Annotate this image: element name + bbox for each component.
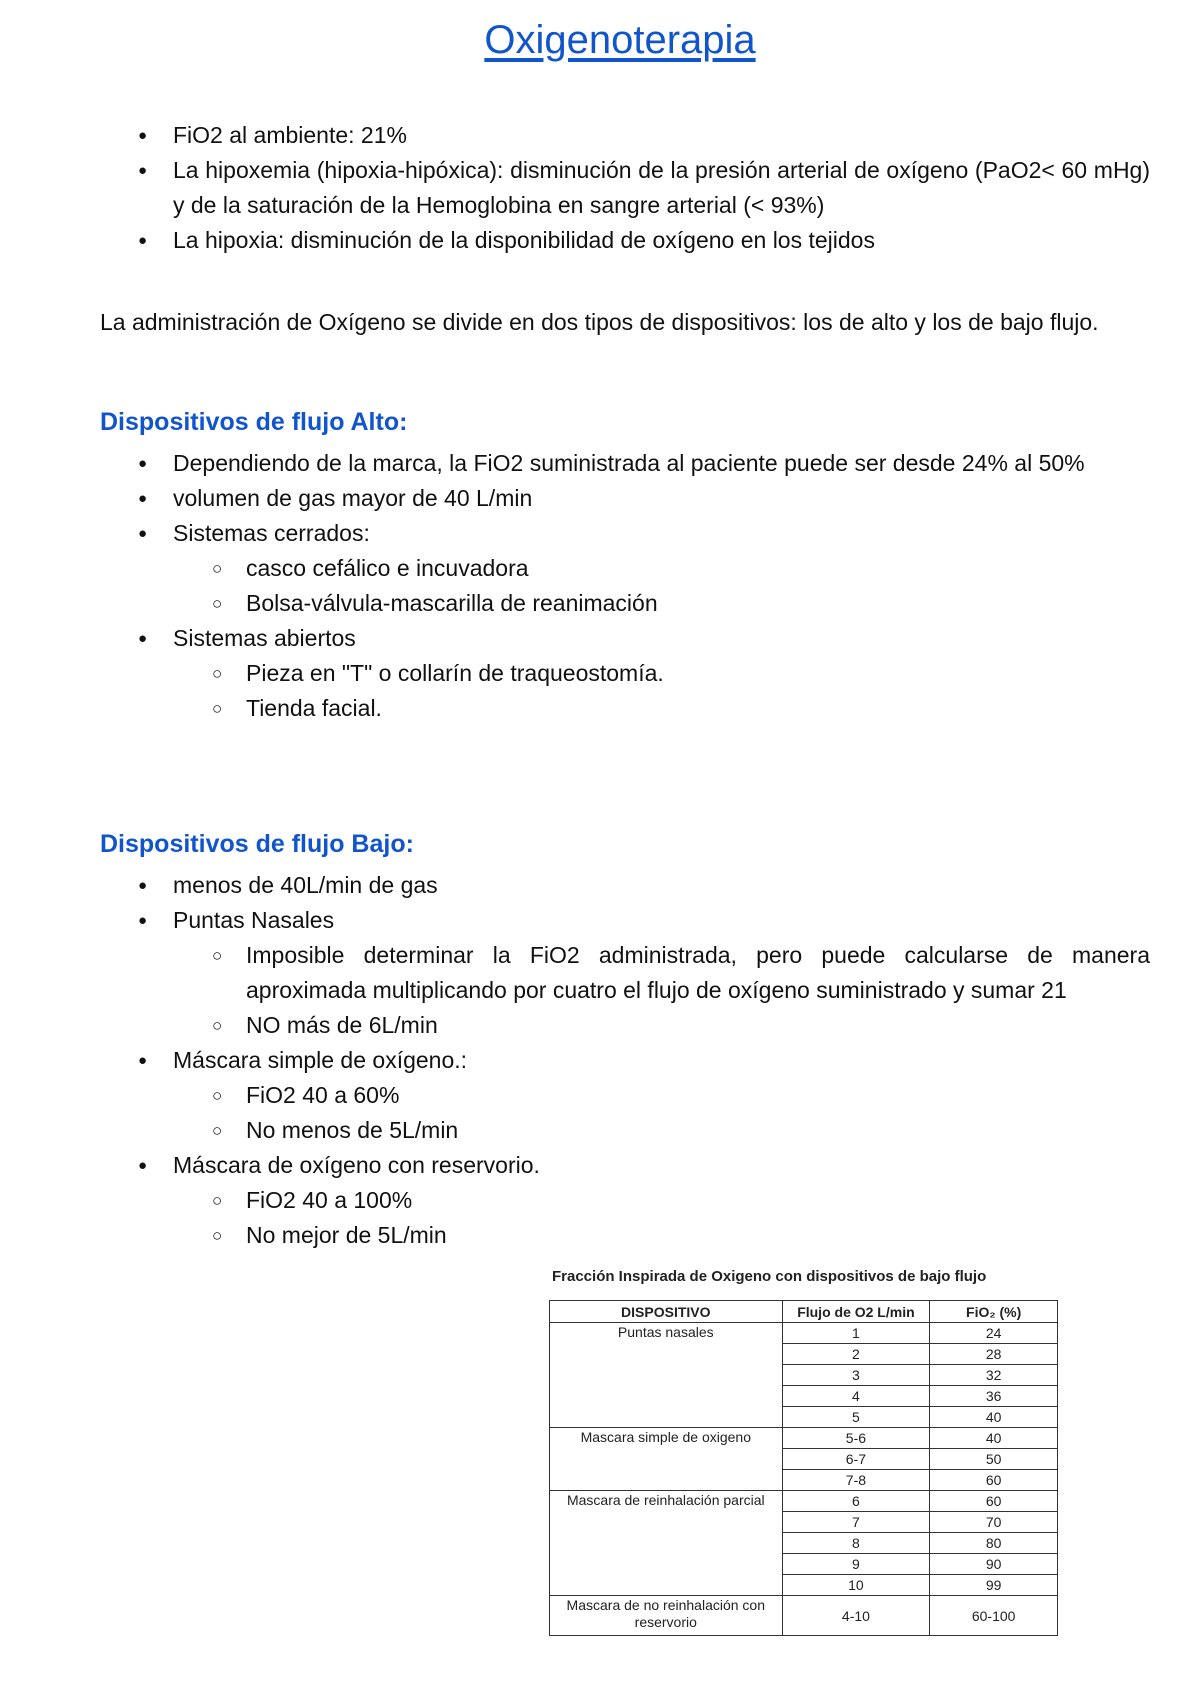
table-caption: Fracción Inspirada de Oxigeno con dispositivos de bajo flujo	[552, 1268, 987, 1285]
sub-list-item: ○ FiO2 40 a 60%	[100, 1078, 1150, 1113]
bullet-icon: ●	[138, 162, 148, 179]
alto-list	[100, 446, 1150, 726]
list-item: ● La hipoxia: disminución de la disponibilidad de oxígeno en los tejidos	[100, 223, 1150, 258]
table-header-cell: FiO₂ (%)	[930, 1301, 1058, 1323]
hollow-bullet-icon: ○	[212, 699, 223, 718]
table-row	[550, 1428, 1058, 1449]
table-header-cell: Flujo de O2 L/min	[782, 1301, 930, 1323]
fio2-cell: 32	[930, 1365, 1058, 1386]
list-item: ● FiO2 al ambiente: 21%	[100, 118, 1150, 153]
list-item: ● Sistemas cerrados:	[100, 516, 1150, 551]
flow-cell: 2	[782, 1344, 930, 1365]
flow-cell: 4-10	[782, 1596, 930, 1636]
device-cell: Mascara simple de oxigeno	[550, 1428, 783, 1491]
bullet-icon: ●	[138, 912, 148, 929]
fio2-cell: 40	[930, 1428, 1058, 1449]
flow-cell: 3	[782, 1365, 930, 1386]
list-item: ● Puntas Nasales	[100, 903, 1150, 938]
hollow-bullet-icon: ○	[212, 946, 223, 965]
fio2-table	[549, 1300, 1058, 1636]
bullet-icon: ●	[138, 877, 148, 894]
hollow-bullet-icon: ○	[212, 664, 223, 683]
flow-cell: 9	[782, 1554, 930, 1575]
fio2-cell: 70	[930, 1512, 1058, 1533]
fio2-cell: 99	[930, 1575, 1058, 1596]
sub-list-item: ○ Pieza en "T" o collarín de traqueostomía.	[100, 656, 1150, 691]
hollow-bullet-icon: ○	[212, 1226, 223, 1245]
flow-cell: 10	[782, 1575, 930, 1596]
bullet-icon: ●	[138, 525, 148, 542]
fio2-cell: 60	[930, 1491, 1058, 1512]
hollow-bullet-icon: ○	[212, 1086, 223, 1105]
sub-list-item: ○ No menos de 5L/min	[100, 1113, 1150, 1148]
list-item: ● Dependiendo de la marca, la FiO2 suministrada al paciente puede ser desde 24% al 50%	[100, 446, 1150, 481]
fio2-cell: 90	[930, 1554, 1058, 1575]
section-heading-bajo: Dispositivos de flujo Bajo:	[100, 830, 414, 858]
fio2-cell: 40	[930, 1407, 1058, 1428]
bajo-list	[100, 868, 1150, 1253]
sub-list-item: ○ Imposible determinar la FiO2 administrada, pero puede calcularse de manera aproximada multiplicando por cuatro el flujo de oxígeno suministrado y sumar 21	[100, 938, 1150, 1008]
flow-cell: 7	[782, 1512, 930, 1533]
flow-cell: 5-6	[782, 1428, 930, 1449]
intro-bullet-list	[100, 118, 1150, 258]
fio2-cell: 80	[930, 1533, 1058, 1554]
bullet-icon: ●	[138, 490, 148, 507]
document-title[interactable]: Oxigenoterapia	[484, 18, 756, 62]
fio2-cell: 28	[930, 1344, 1058, 1365]
list-item: ● Máscara simple de oxígeno.:	[100, 1043, 1150, 1078]
hollow-bullet-icon: ○	[212, 1121, 223, 1140]
list-item: ● menos de 40L/min de gas	[100, 868, 1150, 903]
bullet-icon: ●	[138, 630, 148, 647]
bullet-icon: ●	[138, 455, 148, 472]
fio2-cell: 60-100	[930, 1596, 1058, 1636]
fio2-cell: 60	[930, 1470, 1058, 1491]
device-cell: Mascara de reinhalación parcial	[550, 1491, 783, 1596]
list-item: ● La hipoxemia (hipoxia-hipóxica): disminución de la presión arterial de oxígeno (PaO2< 60 mHg) y de la saturación de la Hemoglobina en sangre arterial (< 93%)	[100, 153, 1150, 223]
sub-list-item: ○ NO más de 6L/min	[100, 1008, 1150, 1043]
sub-list-item: ○ FiO2 40 a 100%	[100, 1183, 1150, 1218]
flow-cell: 1	[782, 1323, 930, 1344]
sub-list-item: ○ Bolsa-válvula-mascarilla de reanimación	[100, 586, 1150, 621]
bullet-icon: ●	[138, 1157, 148, 1174]
fio2-cell: 24	[930, 1323, 1058, 1344]
flow-cell: 6-7	[782, 1449, 930, 1470]
bullet-icon: ●	[138, 232, 148, 249]
bullet-icon: ●	[138, 1052, 148, 1069]
fio2-cell: 50	[930, 1449, 1058, 1470]
section-heading-alto: Dispositivos de flujo Alto:	[100, 408, 408, 436]
table-row	[550, 1323, 1058, 1344]
intro-paragraph: La administración de Oxígeno se divide en dos tipos de dispositivos: los de alto y los de bajo flujo.	[100, 309, 1099, 335]
list-item: ● Sistemas abiertos	[100, 621, 1150, 656]
hollow-bullet-icon: ○	[212, 559, 223, 578]
table-row	[550, 1491, 1058, 1512]
flow-cell: 7-8	[782, 1470, 930, 1491]
sub-list-item: ○ Tienda facial.	[100, 691, 1150, 726]
hollow-bullet-icon: ○	[212, 1191, 223, 1210]
sub-list-item: ○ No mejor de 5L/min	[100, 1218, 1150, 1253]
flow-cell: 6	[782, 1491, 930, 1512]
flow-cell: 8	[782, 1533, 930, 1554]
hollow-bullet-icon: ○	[212, 1016, 223, 1035]
list-item: ● volumen de gas mayor de 40 L/min	[100, 481, 1150, 516]
table-header-row	[550, 1301, 1058, 1323]
hollow-bullet-icon: ○	[212, 594, 223, 613]
table-row	[550, 1596, 1058, 1636]
list-item: ● Máscara de oxígeno con reservorio.	[100, 1148, 1150, 1183]
flow-cell: 4	[782, 1386, 930, 1407]
flow-cell: 5	[782, 1407, 930, 1428]
table-header-cell: DISPOSITIVO	[550, 1301, 783, 1323]
device-cell: Puntas nasales	[550, 1323, 783, 1428]
sub-list-item: ○ casco cefálico e incuvadora	[100, 551, 1150, 586]
fio2-cell: 36	[930, 1386, 1058, 1407]
bullet-icon: ●	[138, 127, 148, 144]
device-cell: Mascara de no reinhalación con reservorio	[550, 1596, 783, 1636]
